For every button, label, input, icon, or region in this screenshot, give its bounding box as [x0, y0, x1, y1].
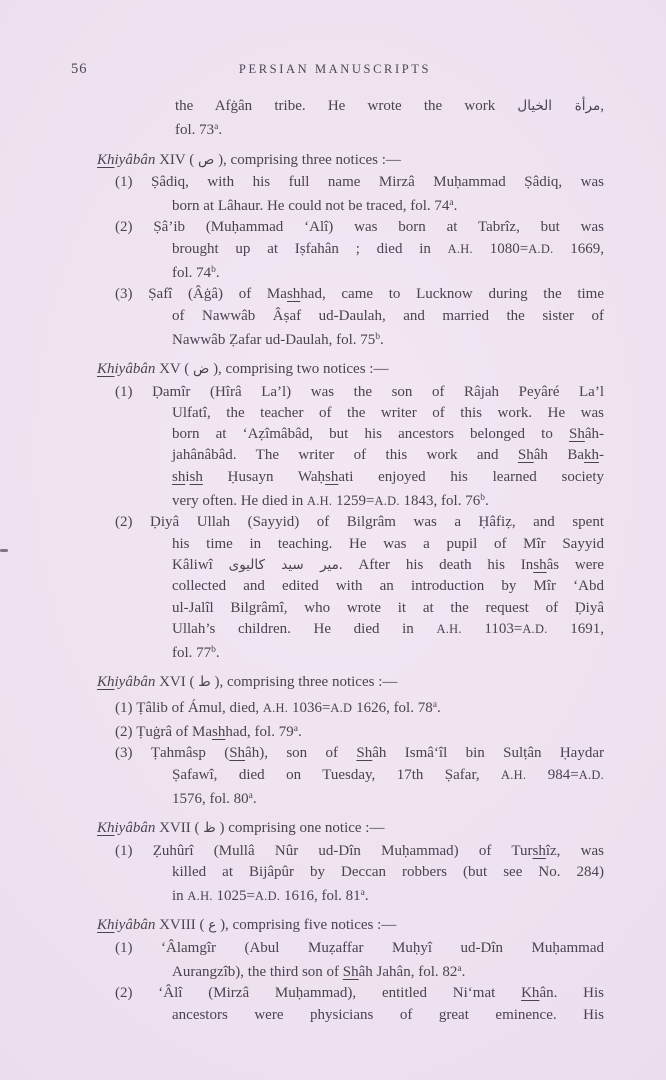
arabic-text: مرأة الخيال [517, 98, 601, 114]
arabic-text: ظ [203, 820, 216, 837]
text-line: the Afġân tribe. He wrote the work مرأة الخيال, [175, 98, 604, 114]
text-line: Ullah’s children. He died in A.H. 1103=A.D. 1691, [172, 620, 605, 637]
text-line: Khiyâbân XVI ( ط ), comprising three notices :— [97, 674, 398, 691]
paragraph [97, 96, 604, 142]
text-line: in A.H. 1025=A.D. 1616, fol. 81$^a$. [172, 888, 369, 905]
text-line: Aurangzîb), the third son of Shâh Jahân, fol. 82$^a$. [172, 963, 466, 980]
text-line: (2) Ṣâ’ib (Muḥammad ‘Alî) was born at Tabrîz, but was [115, 219, 604, 236]
text-line: (3) Ṭahmâsp (Shâh), son of Shâh Ismâ‘îl bin Sulṭân Ḥaydar [115, 745, 604, 762]
text-line: Nawwâb Ẓafar ud-Daulah, fol. 75$^b$. [172, 331, 384, 348]
running-title: PERSIAN MANUSCRIPTS [238, 62, 432, 76]
notice-item [97, 172, 604, 218]
text-line: (1) Ṭâlib of Ámul, died, A.H. 1036=A.D 1626, fol. 78$^a$. [115, 699, 441, 716]
text-line: Khiyâbân XVII ( ظ ) comprising one notice :— [97, 820, 385, 837]
notice-item [97, 983, 604, 1026]
text-line: killed at Bijâpûr by Deccan robbers (but see No. 284) [172, 863, 604, 880]
text-line: (1) Ḍamîr (Hîrâ La’l) was the son of Râjah Peyâré La’l [115, 383, 604, 400]
text-line: Khiyâbân XV ( ض ), comprising two notices :— [97, 361, 389, 378]
text-line: his time in teaching. He was a pupil of Mîr Sayyid [172, 535, 604, 552]
text-line: of Nawwâb Âṣaf ud-Daulah, and married the sister of [172, 307, 604, 324]
text-line: shish Ḥusayn Waḥshati enjoyed his learned society [172, 468, 605, 485]
arabic-text: ع [208, 917, 217, 934]
notice-item [97, 695, 604, 719]
text-line: Khiyâbân XVIII ( ع ), comprising five notices :— [97, 917, 397, 934]
text-line: (2) Ḍiyâ Ullah (Sayyid) of Bilgrâm was a Ḥâfiẓ, and spent [115, 514, 604, 531]
section-heading [97, 818, 604, 839]
text-line: Ulfatî, the teacher of the writer of this work. He was [172, 404, 604, 421]
text-line: Kâliwî مير سيد كاليوى. After his death his Inshâs were [172, 556, 605, 573]
section-heading [97, 359, 604, 380]
notice-item [97, 938, 604, 984]
text-line: very often. He died in A.H. 1259=A.D. 1843, fol. 76$^b$. [172, 493, 489, 510]
text-line: born at Lâhaur. He could not be traced, fol. 74$^a$. [172, 198, 458, 215]
text-line: born at ‘Aẓîmâbâd, but his ancestors belonged to Shâh- [172, 426, 604, 443]
arabic-text: ض [192, 361, 210, 378]
section-heading [97, 672, 604, 693]
notice-item [97, 743, 604, 810]
text-line: fol. 73$^a$. [175, 122, 223, 139]
text-line: fol. 74$^b$. [172, 265, 220, 282]
text-line: (1) Ṣâdiq, with his full name Mirzâ Muḥammad Ṣâdiq, was [115, 173, 604, 190]
text-line: ul-Jalîl Bilgrâmî, who wrote it at the request of Ḍiyâ [172, 599, 604, 616]
arabic-text: مير سيد كاليوى [228, 556, 339, 573]
text-line: (1) Ẓuhûrî (Mullâ Nûr ud-Dîn Muḥammad) of Turshîz, was [115, 842, 604, 859]
arabic-text: ص [197, 151, 215, 168]
text-column [97, 96, 604, 1026]
notice-item [97, 217, 604, 284]
text-line: (2) Ṭuġrâ of Mashhad, fol. 79$^a$. [115, 724, 302, 741]
text-line: (1) ‘Âlamgîr (Abul Muẓaffar Muḥyî ud-Dîn Muḥammad [115, 939, 604, 956]
text-line: Khiyâbân XIV ( ص ), comprising three notices :— [97, 151, 401, 168]
section-heading [97, 150, 604, 171]
section-heading [97, 915, 604, 936]
text-line: (2) ‘Âlî (Mirzâ Muḥammad), entitled Ni‘mat Khân. His [115, 985, 605, 1002]
scan-artifact [0, 549, 8, 552]
text-line: Ṣafawî, died on Tuesday, 17th Ṣafar, A.H. 984=A.D. [172, 766, 604, 783]
notice-item [97, 512, 604, 664]
text-line: ancestors were physicians of great eminence. His [172, 1006, 604, 1023]
notice-item [97, 719, 604, 743]
text-line: fol. 77$^b$. [172, 645, 220, 662]
text-line: collected and edited with an introduction by Mîr ‘Abd [172, 578, 604, 595]
notice-item [97, 841, 604, 908]
text-line: brought up at Iṣfahân ; died in A.H. 1080=A.D. 1669, [172, 240, 604, 257]
page-number: 56 [71, 61, 88, 77]
text-line: 1576, fol. 80$^a$. [172, 790, 257, 807]
notice-item [97, 284, 604, 351]
arabic-text: ط [198, 674, 211, 691]
text-line: (3) Ṣafî (Âġâ) of Mashhad, came to Lucknow during the time [115, 286, 604, 303]
notice-item [97, 382, 604, 513]
text-line: jahânâbâd. The writer of this work and Shâh Bakh- [172, 447, 604, 464]
